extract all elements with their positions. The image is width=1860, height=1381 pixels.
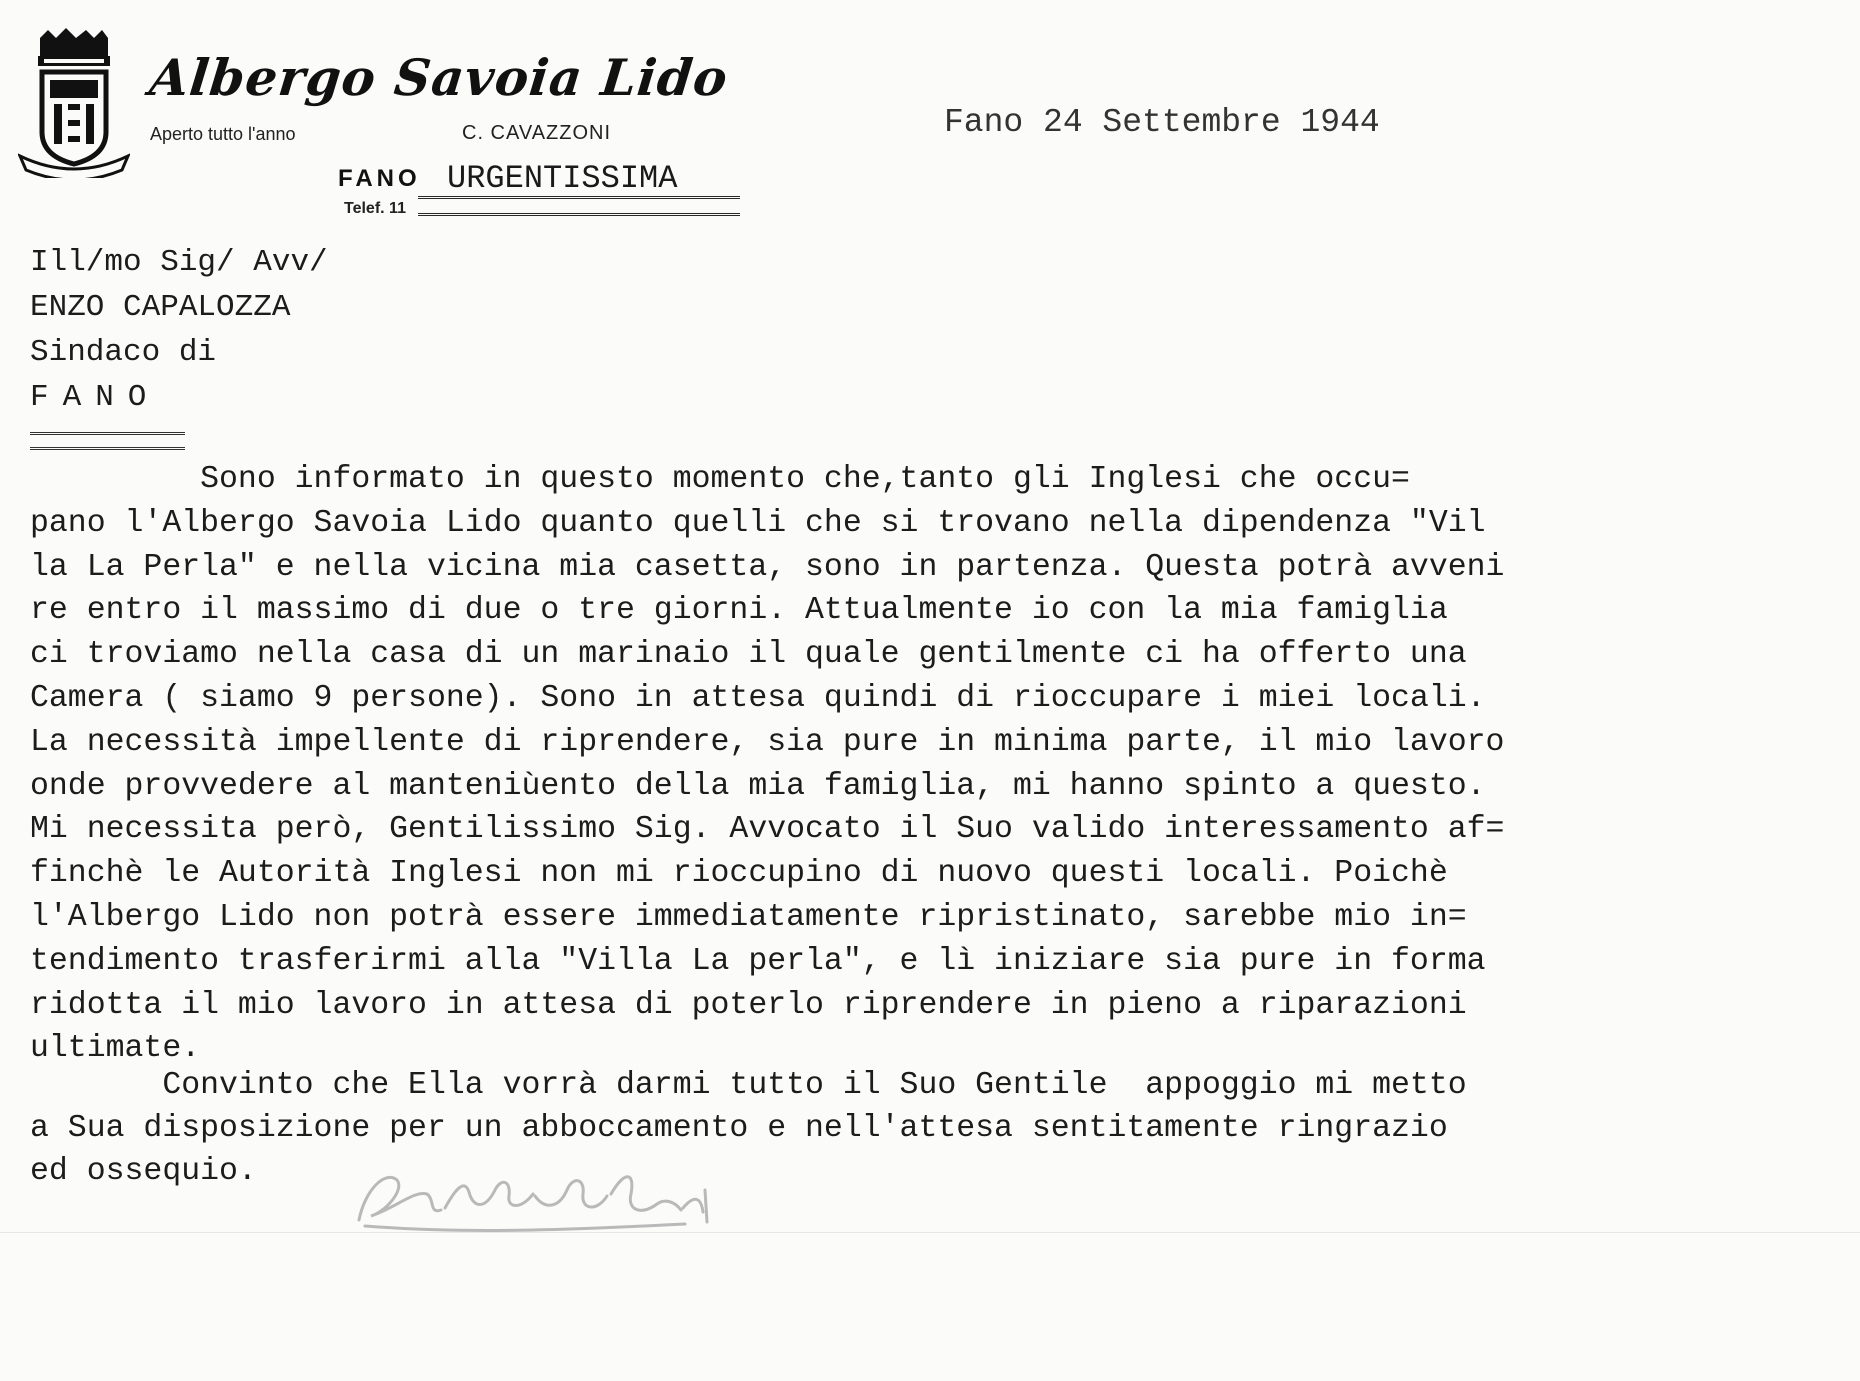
hotel-name: Albergo Savoia Lido [146, 48, 731, 107]
urgent-stamp: URGENTISSIMA [447, 160, 678, 197]
recipient-name: ENZO CAPALOZZA [30, 290, 291, 325]
body-line: ultimate. [30, 1031, 201, 1067]
body-line: la La Perla" e nella vicina mia casetta, sono in partenza. Questa potrà avveni [30, 549, 1505, 585]
paper-fold-line [0, 1232, 1860, 1233]
body-line: Sono informato in questo momento che,tanto gli Inglesi che occu= [30, 462, 1410, 497]
owner-name: C. CAVAZZONI [462, 122, 612, 144]
urgent-underline [418, 196, 740, 216]
body-line: ci troviamo nella casa di un marinaio il quale gentilmente ci ha offerto una [30, 637, 1467, 673]
closing-line: a Sua disposizione per un abboccamento e nell'attesa sentitamente ringrazio [30, 1111, 1448, 1146]
recipient-title: Ill/mo Sig/ Avv/ [30, 245, 328, 280]
body-line: finchè le Autorità Inglesi non mi rioccupino di nuovo questi locali. Poichè [30, 856, 1448, 892]
body-line: l'Albergo Lido non potrà essere immediatamente ripristinato, sarebbe mio in= [30, 899, 1467, 935]
letter-date: Fano 24 Settembre 1944 [944, 104, 1380, 141]
body-line: Camera ( siamo 9 persone). Sono in attesa quindi di rioccupare i miei locali. [30, 680, 1486, 716]
body-line: re entro il massimo di due o tre giorni. Attualmente io con la mia famiglia [30, 593, 1448, 629]
body-line: onde provvedere al manteniùento della mia famiglia, mi hanno spinto a questo. [30, 768, 1486, 804]
address-underline [30, 432, 185, 450]
closing-line: Convinto che Ella vorrà darmi tutto il Suo Gentile appoggio mi metto [30, 1068, 1467, 1103]
recipient-city: FANO [30, 380, 161, 415]
open-all-year-label: Aperto tutto l'anno [150, 124, 296, 144]
body-line: La necessità impellente di riprendere, sia pure in minima parte, il mio lavoro [30, 724, 1505, 760]
body-line: tendimento trasferirmi alla "Villa La perla", e lì iniziare sia pure in forma [30, 943, 1486, 979]
body-line: ridotta il mio lavoro in attesa di poterlo riprendere in pieno a riparazioni [30, 987, 1467, 1023]
hotel-crest-emblem [18, 28, 130, 178]
letterhead-city: FANO [338, 165, 421, 192]
handwritten-signature [345, 1150, 805, 1240]
phone-label: Telef. 11 [344, 200, 406, 217]
closing-line: ed ossequio. [30, 1154, 257, 1189]
body-line: Mi necessita però, Gentilissimo Sig. Avvocato il Suo valido interessamento af= [30, 812, 1505, 848]
letter-body [30, 458, 1830, 1071]
body-line: pano l'Albergo Savoia Lido quanto quelli che si trovano nella dipendenza "Vil [30, 505, 1486, 541]
recipient-role: Sindaco di [30, 335, 217, 370]
recipient-address [30, 240, 328, 420]
